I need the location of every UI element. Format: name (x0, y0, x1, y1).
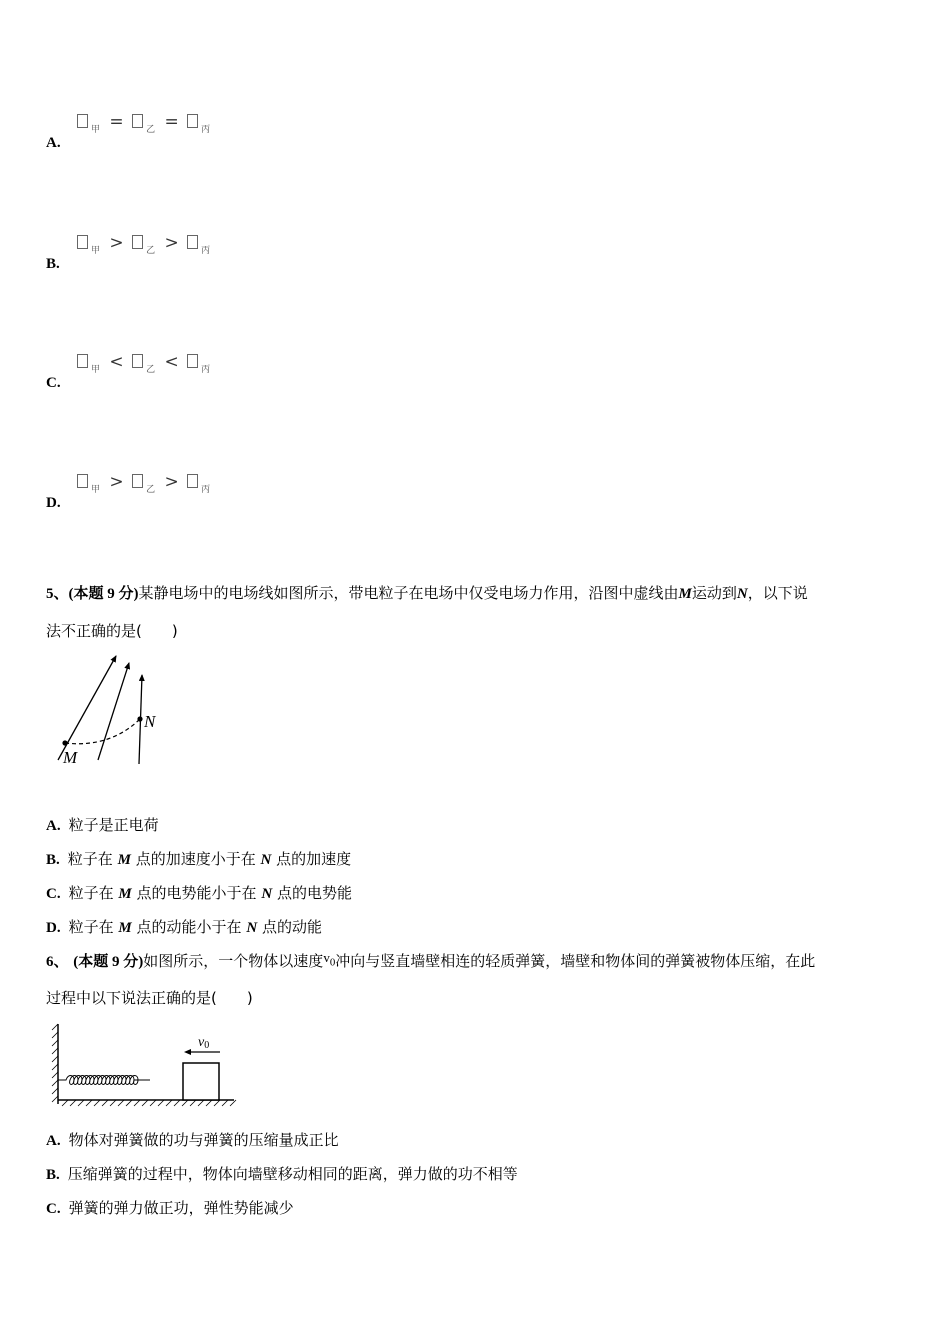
wall-hatching (52, 1024, 58, 1102)
placeholder-glyph-icon (132, 474, 143, 488)
q5-stem-line2: 法不正确的是( ) (46, 622, 178, 640)
q5-option-b[interactable]: B. 粒子在 M 点的加速度小于在 N 点的加速度 (46, 850, 352, 868)
q5-option-d[interactable]: D. 粒子在 M 点的动能小于在 N 点的动能 (46, 918, 322, 936)
placeholder-glyph-icon (187, 235, 198, 249)
placeholder-glyph-icon (132, 354, 143, 368)
block (183, 1063, 219, 1100)
label-m: M (63, 748, 78, 767)
q4-option-c-label: C. (46, 375, 61, 391)
placeholder-glyph-icon (77, 474, 88, 488)
q6-option-b[interactable]: B. 压缩弹簧的过程中，物体向墙壁移动相同的距离，弹力做的功不相等 (46, 1165, 518, 1183)
q5-score: (本题 9 分) (68, 586, 139, 602)
q5-stem-line1: 5、(本题 9 分)某静电场中的电场线如图所示，带电粒子在电场中仅受电场力作用，沿图中虚线由M运动到N，以下说 (46, 584, 808, 602)
placeholder-glyph-icon (132, 235, 143, 249)
q6-number: 6、 (46, 954, 69, 970)
q4-option-b-label: B. (46, 256, 60, 272)
placeholder-glyph-icon (77, 114, 88, 128)
q6-stem-line2: 过程中以下说法正确的是( ) (46, 989, 253, 1007)
q4-option-b-formula: $_甲$ > $_乙$ > $_丙$ (76, 233, 213, 253)
spring (58, 1076, 150, 1085)
q4-option-d[interactable] (46, 472, 246, 512)
q4-option-c[interactable] (46, 352, 246, 392)
v0-label: v0 (198, 1035, 210, 1051)
placeholder-glyph-icon (187, 354, 198, 368)
placeholder-glyph-icon (77, 354, 88, 368)
placeholder-glyph-icon (132, 114, 143, 128)
point-n (137, 716, 142, 721)
q4-option-a-label: A. (46, 135, 61, 151)
q4-option-d-label: D. (46, 495, 61, 511)
point-m (62, 740, 67, 745)
spring-block-figure (50, 1020, 240, 1112)
electric-field-figure (50, 650, 170, 770)
trajectory-dashed (65, 719, 140, 744)
v0-symbol: $v_0$ (323, 950, 336, 969)
velocity-arrowhead-icon (184, 1049, 191, 1055)
q6-option-c[interactable]: C. 弹簧的弹力做正功，弹性势能减少 (46, 1199, 294, 1217)
q6-stem-line1: 6、 (本题 9 分)如图所示，一个物体以速度$v_0$冲向与竖直墙壁相连的轻质弹簧，墙壁和物体间的弹簧被物体压缩，在此 (46, 950, 816, 970)
q4-option-b[interactable] (46, 233, 246, 273)
q6-score: (本题 9 分) (73, 954, 144, 970)
placeholder-glyph-icon (187, 474, 198, 488)
q4-option-d-formula: $_甲$ > $_乙$ > $_丙$ (76, 472, 213, 492)
field-line-2 (98, 663, 129, 760)
q6-option-a[interactable]: A. 物体对弹簧做的功与弹簧的压缩量成正比 (46, 1131, 339, 1149)
floor-hatching (62, 1100, 236, 1106)
placeholder-glyph-icon (77, 235, 88, 249)
q5-option-c[interactable]: C. 粒子在 M 点的电势能小于在 N 点的电势能 (46, 884, 352, 902)
placeholder-glyph-icon (187, 114, 198, 128)
q5-option-a[interactable]: A. 粒子是正电荷 (46, 816, 159, 834)
q4-option-a[interactable] (46, 112, 246, 152)
label-n: N (144, 712, 156, 731)
q5-number: 5、 (46, 586, 69, 602)
q4-option-a-formula: $_甲$ = $_乙$ = $_丙$ (76, 112, 213, 132)
q4-option-c-formula: $_甲$ < $_乙$ < $_丙$ (76, 352, 213, 372)
